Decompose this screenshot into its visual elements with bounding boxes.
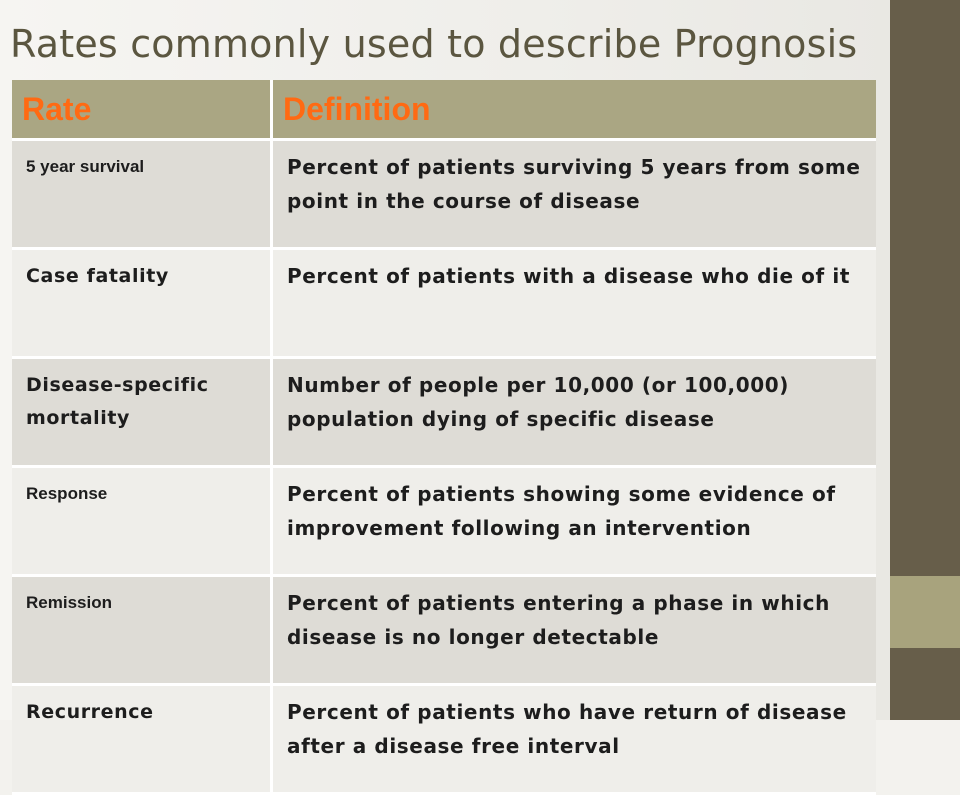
table-header-row [12, 80, 876, 140]
header-definition: Definition [272, 80, 877, 140]
rate-cell [12, 140, 272, 249]
rate-label: 5 year survival [26, 157, 145, 176]
table-row [12, 358, 876, 467]
definition-text: Percent of patients who have return of disease after a disease free interval [287, 700, 847, 758]
rate-cell [12, 576, 272, 685]
rate-label: Recurrence [26, 701, 154, 723]
rate-cell [12, 358, 272, 467]
rate-cell [12, 467, 272, 576]
header-rate: Rate [12, 80, 272, 140]
table-row [12, 576, 876, 685]
rate-cell [12, 685, 272, 794]
definition-cell [272, 358, 877, 467]
definition-cell [272, 685, 877, 794]
rate-label: Case fatality [26, 265, 169, 287]
rate-cell [12, 249, 272, 358]
table-row [12, 249, 876, 358]
definition-text: Percent of patients showing some evidence of improvement following an intervention [287, 482, 836, 540]
rate-label: Remission [26, 593, 112, 612]
definition-cell [272, 140, 877, 249]
slide-title: Rates commonly used to describe Prognosis [10, 22, 858, 66]
table-row [12, 685, 876, 794]
definition-text: Percent of patients with a disease who die of it [287, 264, 850, 288]
rate-label: Disease-specific mortality [26, 374, 209, 429]
table-row [12, 467, 876, 576]
definition-cell [272, 249, 877, 358]
definition-cell [272, 467, 877, 576]
prognosis-rates-table [12, 80, 876, 795]
definition-text: Number of people per 10,000 (or 100,000) population dying of specific disease [287, 373, 790, 431]
definition-text: Percent of patients entering a phase in which disease is no longer detectable [287, 591, 830, 649]
side-decor-accent [890, 576, 960, 648]
rate-label: Response [26, 484, 108, 503]
definition-cell [272, 576, 877, 685]
table-row [12, 140, 876, 249]
definition-text: Percent of patients surviving 5 years from some point in the course of disease [287, 155, 861, 213]
